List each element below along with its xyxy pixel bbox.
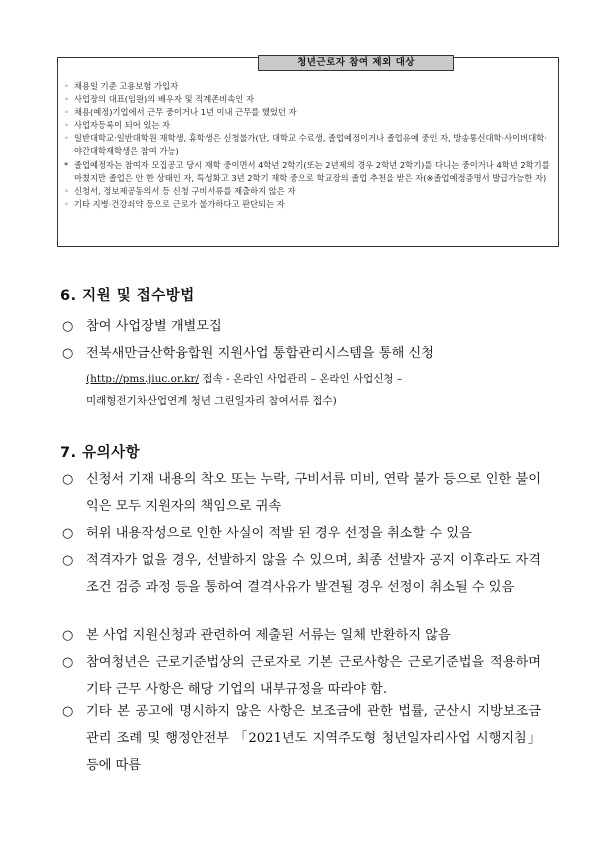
exclusion-item-text: 채용일 기준 고용보험 가입자 [74, 81, 179, 91]
exclusion-item-text: 일반대학교·일반대학원 재학생, 휴학생은 신청불가(단, 대학교 수료생, 졸업예정이거나 졸업유예 중인 자, 방송통신대학·사이버대학·야간대학재학생은 참여 가능) [74, 133, 547, 157]
section-7-item [62, 649, 541, 703]
exclusion-note [64, 159, 552, 185]
bullet: ◦ [64, 133, 69, 144]
section-6-heading: 6. 지원 및 접수방법 [60, 288, 195, 304]
section-7-item-text: 허위 내용작성으로 인한 사실이 적발 된 경우 선정을 취소할 수 있음 [86, 526, 472, 541]
exclusion-item [64, 132, 552, 158]
exclusion-item-text: 기타 지병·건강쇠약 등으로 근로가 불가하다고 판단되는 자 [74, 198, 285, 209]
section-6-item [62, 340, 541, 367]
section-7-item-text: 기타 본 공고에 명시하지 않은 사항은 보조금에 관한 법률, 군산시 지방보조금 관리 조례 및 행정안전부 「2021년도 지역주도형 청년일자리사업 시행지침」 등에 따름 [86, 704, 541, 773]
circle-marker: ○ [62, 655, 74, 670]
circle-marker: ○ [62, 319, 74, 334]
exclusion-box [57, 57, 559, 247]
bullet: ◦ [64, 107, 69, 118]
section-7-item [62, 520, 541, 547]
circle-marker: ○ [62, 346, 74, 361]
section-7-item-text: 참여청년은 근로기준법상의 근로자로 기본 근로사항은 근로기준법을 적용하며 기타 근무 사항은 해당 기업의 내부규정을 따라야 함. [86, 655, 541, 697]
circle-marker: ○ [62, 628, 74, 643]
submission-note-path: 접속 - 온라인 사업관리 – 온라인 사업신청 – [199, 373, 403, 385]
submission-note-line-1 [86, 368, 402, 390]
exclusion-item [64, 80, 552, 93]
submission-note [86, 368, 402, 412]
section-7-item [62, 622, 541, 649]
exclusion-item [64, 106, 552, 119]
exclusion-box-title: 청년근로자 참여 제외 대상 [258, 55, 454, 71]
circle-marker: ○ [62, 704, 74, 719]
bullet: ◦ [64, 120, 69, 131]
bullet: ◦ [64, 185, 69, 196]
exclusion-list [64, 80, 552, 211]
circle-marker: ○ [62, 553, 74, 568]
circle-marker: ○ [62, 472, 74, 487]
bullet: ◦ [64, 198, 69, 209]
exclusion-item [64, 198, 552, 211]
section-7-item [62, 698, 541, 779]
exclusion-item-text: 신청서, 정보제공동의서 등 신청 구비서류를 제출하지 않은 자 [74, 185, 296, 196]
circle-marker: ○ [62, 526, 74, 541]
section-7-item-text: 본 사업 지원신청과 관련하여 제출된 서류는 일체 반환하지 않음 [86, 628, 451, 643]
section-7-item [62, 466, 541, 520]
section-7-item [62, 547, 541, 601]
exclusion-item-text: 사업장의 대표(임원)의 배우자 및 직계존비속인 자 [74, 94, 254, 105]
section-6-item [62, 313, 541, 340]
section-7-item-text: 적격자가 없을 경우, 선발하지 않을 수 있으며, 최종 선발자 공지 이후라도 자격조건 검증 과정 등을 통하여 결격사유가 발견될 경우 선정이 취소될 수 있음 [86, 553, 541, 595]
exclusion-item [64, 185, 552, 198]
exclusion-item-text: 채용(예정)기업에서 근무 중이거나 1년 이내 근무를 했었던 자 [74, 107, 297, 118]
bullet: ◦ [64, 81, 69, 91]
exclusion-item [64, 93, 552, 106]
section-6-item-text: 전북새만금산학융합원 지원사업 통합관리시스템을 통해 신청 [86, 346, 434, 361]
exclusion-note-text: 졸업예정자는 참여자 모집공고 당시 재학 중이면서 4학년 2학기(또는 2년제의 경우 2학년 2학기)를 다니는 중이거나 4학년 2학기를 마쳤지만 졸업은 안 한 상태인 자, 특성화고 3년 2학기 재학 중으로 학교장의 졸업 추천을 받은 자(※졸업예정증명서 발급가능한 자) [74, 159, 550, 183]
exclusion-item [64, 119, 552, 132]
section-6-item-text: 참여 사업장별 개별모집 [86, 319, 222, 334]
exclusion-item-text: 사업자등록이 되어 있는 자 [74, 120, 171, 131]
section-7-item-text: 신청서 기재 내용의 착오 또는 누락, 구비서류 미비, 연락 불가 등으로 인한 불이익은 모두 지원자의 책임으로 귀속 [86, 472, 541, 514]
asterisk: * [64, 159, 69, 170]
bullet: ◦ [64, 94, 69, 105]
pms-url-link[interactable]: (http://pms.jiuc.or.kr/ [86, 373, 200, 385]
submission-note-line-2: 미래형전기차산업연계 청년 그린일자리 참여서류 접수) [86, 395, 337, 407]
section-7-heading: 7. 유의사항 [60, 445, 141, 461]
